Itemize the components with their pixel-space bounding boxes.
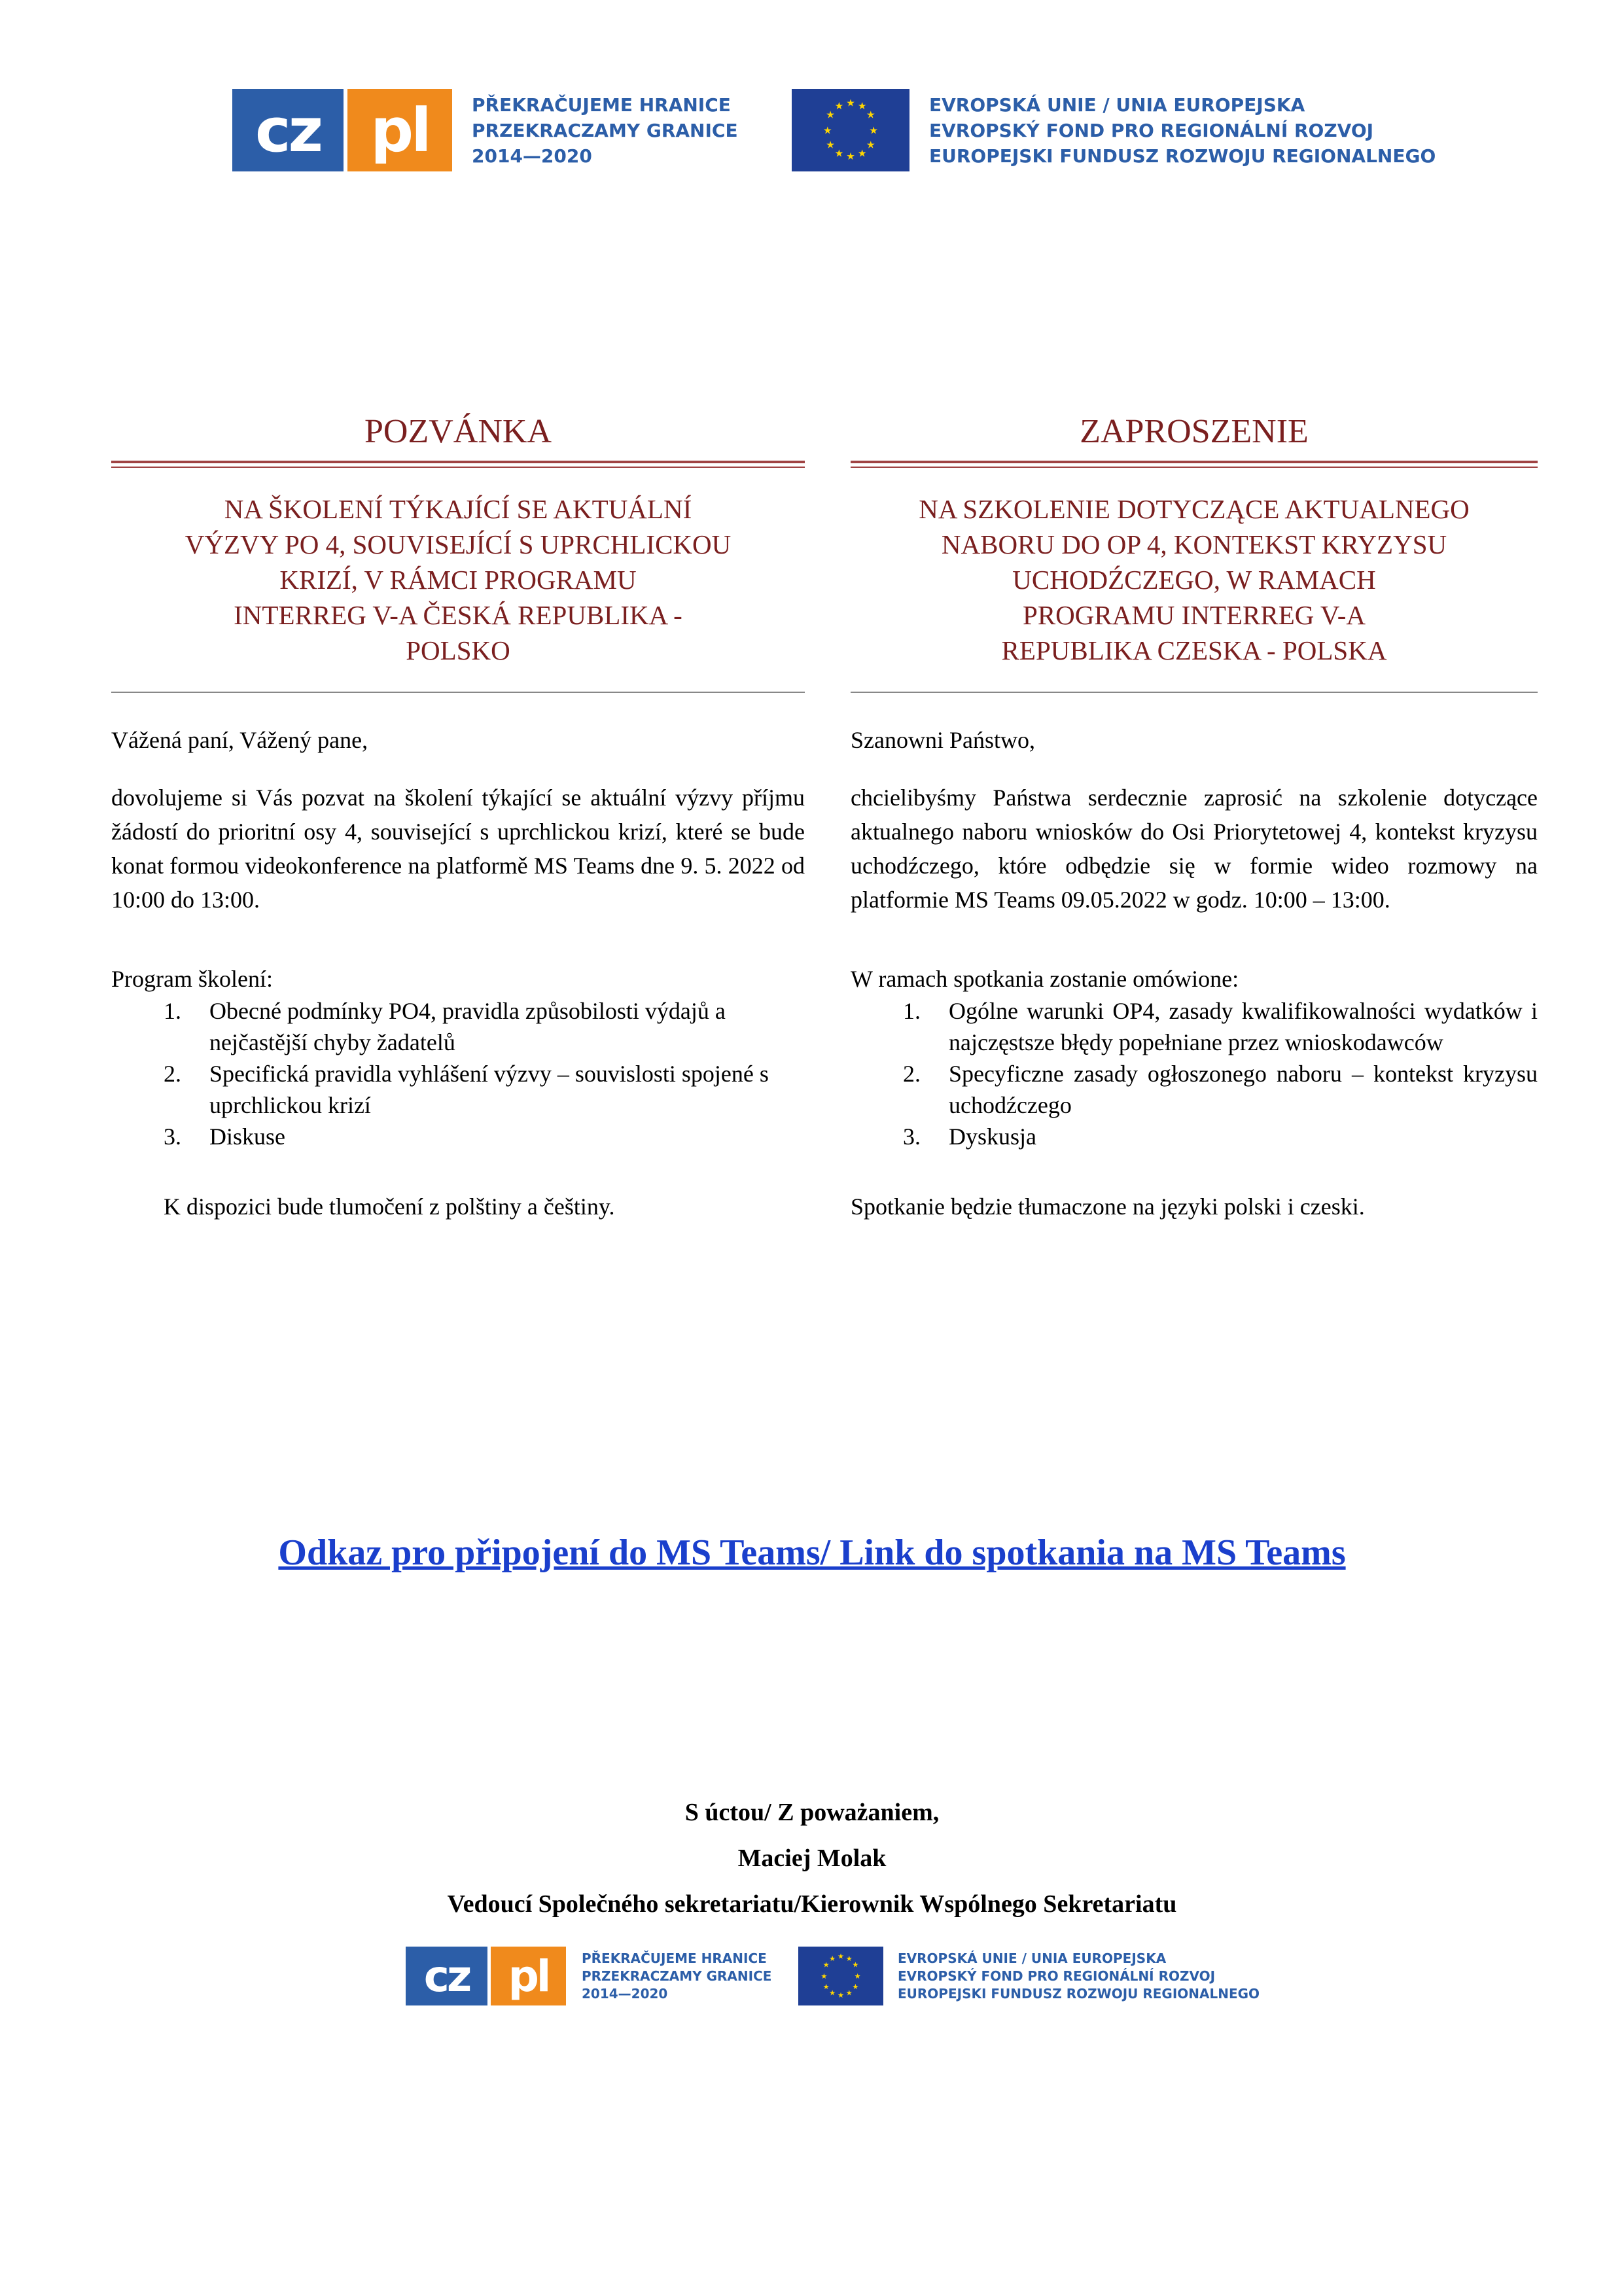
svg-text:★: ★ <box>857 147 867 160</box>
pl-subtitle-line: NABORU DO OP 4, KONTEKST KRYZYSU <box>941 529 1447 559</box>
list-item <box>851 995 1538 1058</box>
eu-line-2: EVROPSKÝ FOND PRO REGIONÁLNÍ ROZVOJ <box>898 1968 1216 1984</box>
list-item <box>851 1121 1538 1152</box>
list-text: Specyficzne zasady ogłoszonego naboru – kontekst kryzysu uchodźczego <box>949 1061 1538 1118</box>
czpl-logo-text <box>582 1950 771 2003</box>
pl-block: pl <box>347 89 452 171</box>
cz-heading-rule <box>111 461 805 468</box>
list-text: Specifická pravidla vyhlášení výzvy – souvislosti spojené s uprchlickou krizí <box>209 1061 769 1118</box>
czech-column <box>111 412 805 1223</box>
eu-line-2: EVROPSKÝ FOND PRO REGIONÁLNÍ ROZVOJ <box>929 119 1374 141</box>
svg-text:★: ★ <box>822 1983 830 1991</box>
cz-program-list <box>111 995 805 1152</box>
pl-subtitle-line: REPUBLIKA CZESKA - POLSKA <box>1001 635 1387 665</box>
list-text: Diskuse <box>209 1123 285 1150</box>
cz-subtitle-line: INTERREG V-A ČESKÁ REPUBLIKA - <box>234 600 682 630</box>
czpl-mark <box>406 1947 566 2005</box>
list-text: Obecné podmínky PO4, pravidla způsobilosti výdajů a nejčastější chyby žadatelů <box>209 998 726 1055</box>
svg-text:★: ★ <box>846 97 855 109</box>
svg-text:★: ★ <box>829 1954 836 1963</box>
pl-subtitle-rule <box>851 692 1538 693</box>
eu-logo-text <box>929 92 1436 169</box>
list-number: 2. <box>903 1061 921 1087</box>
svg-text:★: ★ <box>822 124 832 137</box>
svg-text:★: ★ <box>845 1954 853 1963</box>
eu-logo-text <box>898 1950 1260 2003</box>
eu-logo <box>792 89 1436 171</box>
cz-program-label: Program školení: <box>111 966 273 992</box>
list-item <box>111 1058 805 1121</box>
eu-stars-icon <box>815 94 887 166</box>
eu-flag-icon <box>798 1947 883 2005</box>
cz-subtitle <box>111 491 805 668</box>
svg-text:★: ★ <box>852 1983 859 1991</box>
czpl-logo-footer <box>406 1947 771 2005</box>
pl-subtitle-line: NA SZKOLENIE DOTYCZĄCE AKTUALNEGO <box>919 494 1470 524</box>
svg-text:★: ★ <box>866 139 875 151</box>
list-text: Ogólne warunki OP4, zasady kwalifikowalności wydatków i najczęstsze błędy popełniane przez wnioskodawców <box>949 998 1538 1055</box>
czpl-mark <box>232 89 452 171</box>
eu-flag-icon <box>792 89 909 171</box>
svg-text:★: ★ <box>866 109 875 121</box>
svg-text:★: ★ <box>834 147 844 160</box>
czpl-line-3: 2014—2020 <box>582 1985 668 2002</box>
svg-text:★: ★ <box>826 109 836 121</box>
czpl-line-2: PRZEKRACZAMY GRANICE <box>472 119 738 141</box>
svg-text:★: ★ <box>857 100 867 113</box>
svg-text:★: ★ <box>822 1960 830 1969</box>
signature-greeting: S úctou/ Z poważaniem, <box>684 1799 940 1826</box>
cz-subtitle-line: POLSKO <box>406 635 510 665</box>
list-item <box>111 995 805 1058</box>
svg-text:★: ★ <box>821 1972 828 1981</box>
svg-text:★: ★ <box>837 1990 845 2000</box>
polish-column <box>851 412 1538 1223</box>
pl-subtitle-line: PROGRAMU INTERREG V-A <box>1023 600 1366 630</box>
list-number: 1. <box>164 998 181 1024</box>
svg-text:★: ★ <box>852 1960 859 1969</box>
svg-text:★: ★ <box>837 1952 845 1961</box>
cz-salutation: Vážená paní, Vážený pane, <box>111 727 368 753</box>
list-number: 3. <box>903 1123 921 1150</box>
list-text: Dyskusja <box>949 1123 1036 1150</box>
list-number: 1. <box>903 998 921 1024</box>
list-item <box>111 1121 805 1152</box>
svg-text:★: ★ <box>869 124 879 137</box>
eu-line-3: EUROPEJSKI FUNDUSZ ROZWOJU REGIONALNEGO <box>929 145 1436 167</box>
list-item <box>851 1058 1538 1121</box>
cz-block: cz <box>406 1947 487 2005</box>
pl-heading: ZAPROSZENIE <box>1080 413 1309 450</box>
list-number: 3. <box>164 1123 181 1150</box>
cz-subtitle-rule <box>111 692 805 693</box>
pl-heading-rule <box>851 461 1538 468</box>
pl-subtitle-line: UCHODŹCZEGO, W RAMACH <box>1012 565 1376 595</box>
pl-block: pl <box>491 1947 566 2005</box>
svg-text:★: ★ <box>845 1988 853 1998</box>
pl-program-label: W ramach spotkania zostanie omówione: <box>851 966 1239 992</box>
pl-salutation: Szanowni Państwo, <box>851 727 1035 753</box>
czpl-logo-text <box>472 92 738 169</box>
signature-title: Vedoucí Společného sekretariatu/Kierownik Wspólnego Sekretariatu <box>447 1890 1177 1918</box>
svg-text:★: ★ <box>846 150 855 163</box>
eu-line-3: EUROPEJSKI FUNDUSZ ROZWOJU REGIONALNEGO <box>898 1985 1260 2002</box>
cz-body: dovolujeme si Vás pozvat na školení týkající se aktuální výzvy příjmu žádostí do prioritní osy 4, související s uprchlickou krizí, které se bude konat formou videokonference na platformě MS Teams dne 9. 5. 2022 od 10:00 do 13:00. <box>111 785 805 913</box>
svg-text:★: ★ <box>834 100 844 113</box>
cz-subtitle-line: KRIZÍ, V RÁMCI PROGRAMU <box>279 565 637 595</box>
cz-heading: POZVÁNKA <box>364 413 552 450</box>
signature-name: Maciej Molak <box>737 1845 887 1872</box>
eu-line-1: EVROPSKÁ UNIE / UNIA EUROPEJSKA <box>898 1950 1167 1966</box>
eu-logo-footer <box>798 1947 1260 2005</box>
czpl-line-1: PŘEKRAČUJEME HRANICE <box>472 94 731 116</box>
pl-program-list <box>851 995 1538 1152</box>
pl-subtitle <box>851 491 1538 668</box>
czpl-logo <box>232 89 738 171</box>
pl-body: chcielibyśmy Państwa serdecznie zaprosić na szkolenie dotyczące aktualnego naboru wniosków do Osi Priorytetowej 4, kontekst kryzysu uchodźczego, które odbędzie się w formie wideo rozmowy na platformie MS Teams 09.05.2022 w godz. 10:00 – 13:00. <box>851 785 1538 913</box>
svg-text:★: ★ <box>854 1972 861 1981</box>
czpl-line-1: PŘEKRAČUJEME HRANICE <box>582 1950 767 1966</box>
cz-subtitle-line: NA ŠKOLENÍ TÝKAJÍCÍ SE AKTUÁLNÍ <box>224 494 692 524</box>
svg-text:★: ★ <box>829 1988 836 1998</box>
cz-closing: K dispozici bude tlumočení z polštiny a češtiny. <box>164 1193 615 1220</box>
eu-line-1: EVROPSKÁ UNIE / UNIA EUROPEJSKA <box>929 94 1305 116</box>
cz-block: cz <box>232 89 344 171</box>
list-number: 2. <box>164 1061 181 1087</box>
eu-stars-icon <box>815 1950 867 2002</box>
czpl-line-3: 2014—2020 <box>472 145 592 167</box>
teams-meeting-link[interactable]: Odkaz pro připojení do MS Teams/ Link do spotkania na MS Teams <box>278 1532 1346 1573</box>
svg-text:★: ★ <box>826 139 836 151</box>
pl-closing: Spotkanie będzie tłumaczone na języki polski i czeski. <box>851 1193 1365 1220</box>
cz-subtitle-line: VÝZVY PO 4, SOUVISEJÍCÍ S UPRCHLICKOU <box>185 529 732 559</box>
czpl-line-2: PRZEKRACZAMY GRANICE <box>582 1968 772 1984</box>
